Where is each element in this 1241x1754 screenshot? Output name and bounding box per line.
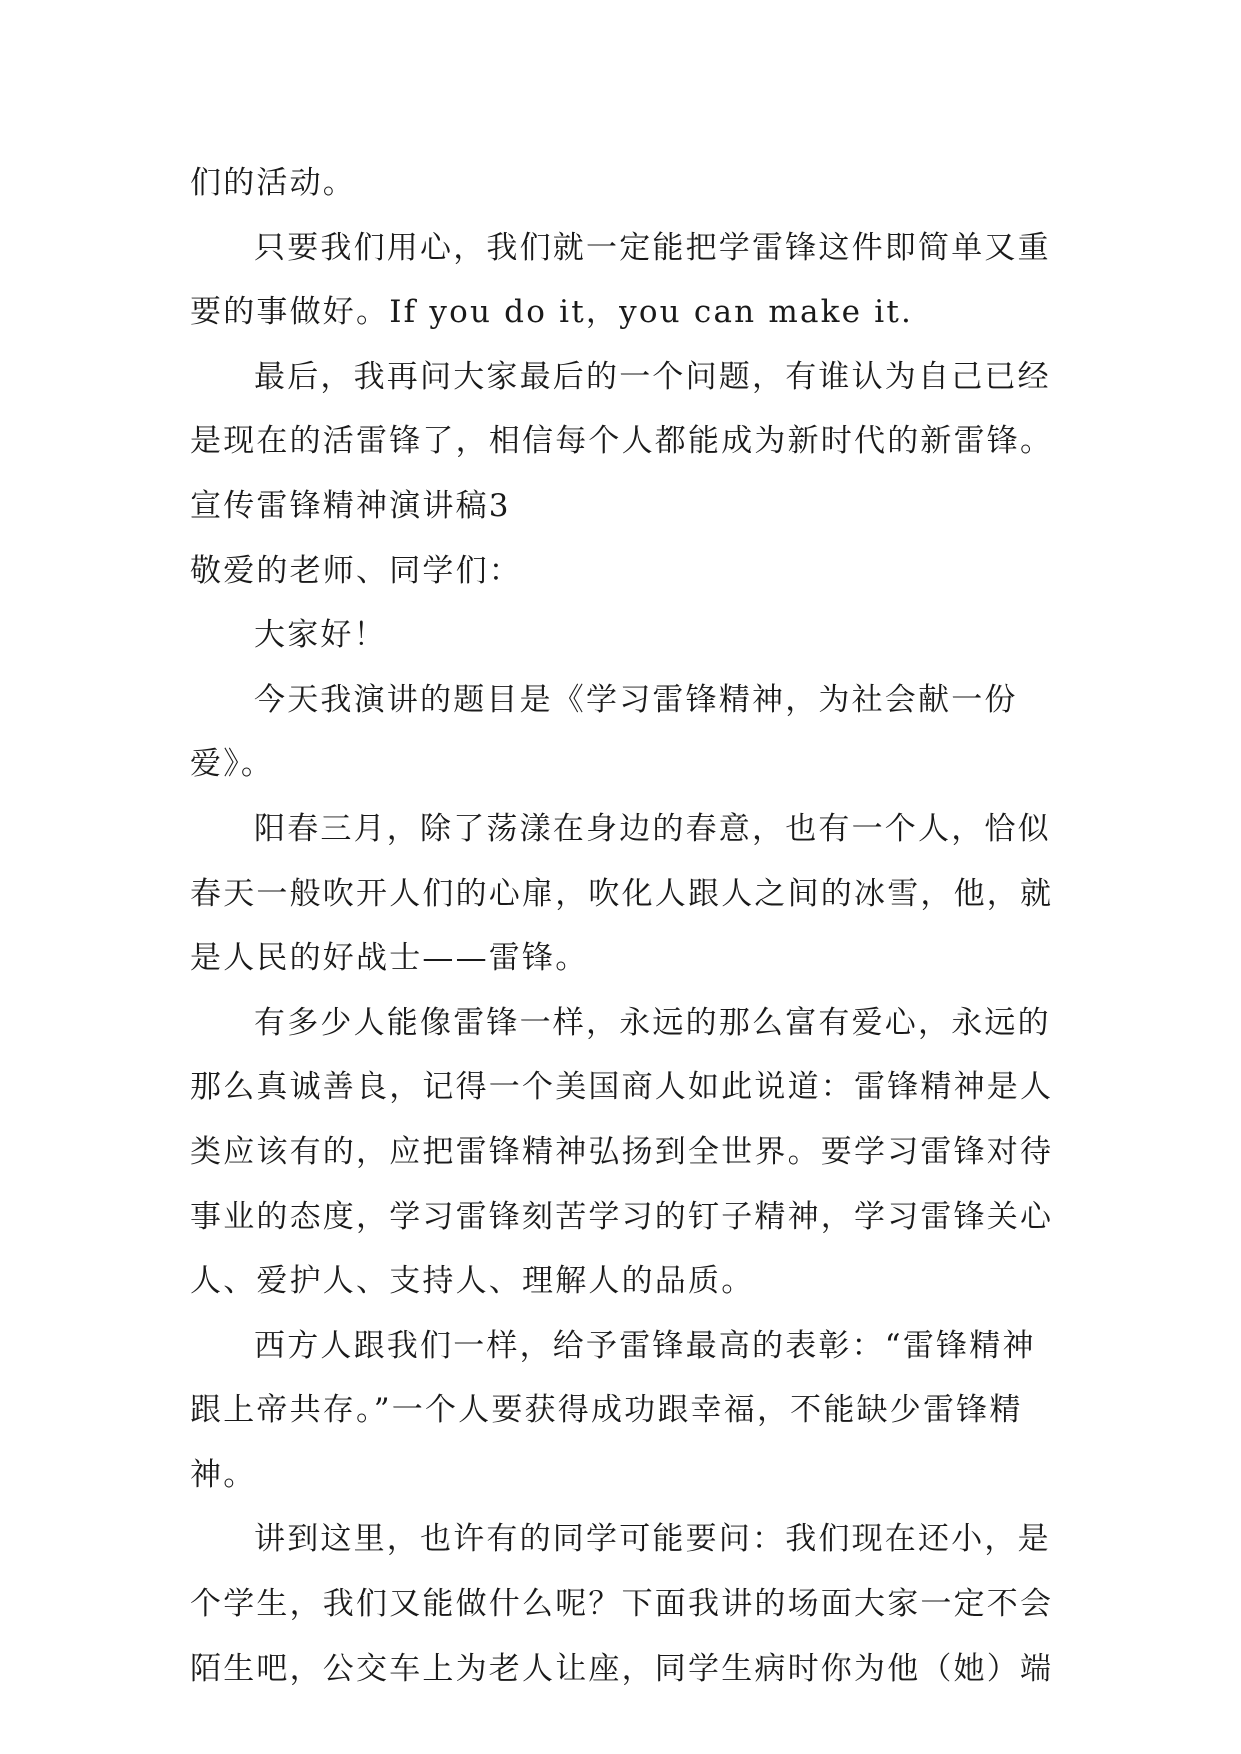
text-line: 最后，我再问大家最后的一个问题，有谁认为自己已经 <box>254 358 1051 395</box>
text-line: 只要我们用心，我们就一定能把学雷锋这件即简单又重 <box>254 229 1051 266</box>
text-line: 类应该有的，应把雷锋精神弘扬到全世界。要学习雷锋对待 <box>190 1133 1054 1170</box>
text-line: 有多少人能像雷锋一样，永远的那么富有爱心，永远的 <box>254 1004 1051 1041</box>
text-line: 是现在的活雷锋了，相信每个人都能成为新时代的新雷锋。 <box>190 423 1054 460</box>
text-line: 跟上帝共存。”一个人要获得成功跟幸福，不能缺少雷锋精 <box>190 1392 1023 1429</box>
text-line: 西方人跟我们一样，给予雷锋最高的表彰：“雷锋精神 <box>254 1327 1036 1364</box>
text-line: 是人民的好战士——雷锋。 <box>190 940 589 977</box>
greeting: 大家好！ <box>254 617 387 654</box>
text-line: 春天一般吹开人们的心扉，吹化人跟人之间的冰雪，他，就 <box>190 875 1054 912</box>
text-line: 爱》。 <box>190 746 275 783</box>
text-line: 人、爱护人、支持人、理解人的品质。 <box>190 1263 755 1300</box>
text-line: 讲到这里，也许有的同学可能要问：我们现在还小，是 <box>254 1521 1051 1558</box>
document-body <box>190 151 1060 1701</box>
section-title: 宣传雷锋精神演讲稿3 <box>190 487 511 524</box>
text-line: 神。 <box>190 1456 257 1493</box>
salutation: 敬爱的老师、同学们： <box>190 552 522 589</box>
text-line: 阳春三月，除了荡漾在身边的春意，也有一个人，恰似 <box>254 810 1051 847</box>
text-line: 那么真诚善良，记得一个美国商人如此说道：雷锋精神是人 <box>190 1069 1054 1106</box>
text-line: 个学生，我们又能做什么呢？下面我讲的场面大家一定不会 <box>190 1586 1054 1623</box>
text-line: 要的事做好。If you do it，you can make it. <box>190 294 914 331</box>
text-line: 事业的态度，学习雷锋刻苦学习的钉子精神，学习雷锋关心 <box>190 1198 1054 1235</box>
text-line: 陌生吧，公交车上为老人让座，同学生病时你为他（她）端 <box>190 1650 1054 1687</box>
text-line: 今天我演讲的题目是《学习雷锋精神，为社会献一份 <box>254 681 1018 718</box>
text-line: 们的活动。 <box>190 165 356 201</box>
